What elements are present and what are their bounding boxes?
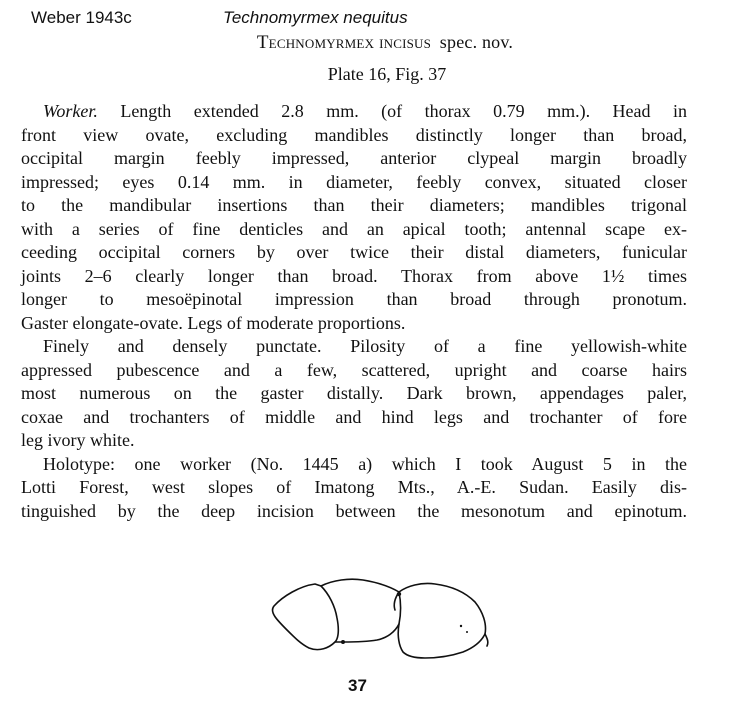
petiole-tip — [485, 634, 488, 646]
mesonotum-outline — [321, 579, 401, 642]
worker-line: front view ovate, excluding mandibles distinctly longer than broad, — [21, 124, 687, 145]
figure-number: 37 — [348, 676, 367, 695]
spiracle-dot — [460, 625, 462, 627]
sculpture-line: coxae and trochanters of middle and hind legs and trochanter of fore — [21, 406, 687, 427]
sculpture-paragraph — [21, 335, 687, 453]
epinotum-outline — [398, 583, 485, 658]
description-body — [21, 100, 687, 523]
holotype-line: tinguished by the deep incision between the mesonotum and epinotum. — [21, 500, 687, 521]
spiracle-dot — [397, 592, 401, 596]
worker-line: ceeding occipital corners by over twice their distal diameters, funicular — [21, 242, 687, 262]
worker-lead: Worker. — [43, 101, 98, 121]
species-name: Technomyrmex incisus — [256, 32, 432, 53]
sculpture-line: appressed pubescence and a few, scattered, upright and coarse hairs — [21, 359, 687, 380]
spiracle-dot — [341, 640, 345, 644]
worker-line: Length extended 2.8 mm. (of thorax 0.79 mm.). Head in — [97, 101, 687, 121]
worker-line: joints 2–6 clearly longer than broad. Thorax from above 1½ times — [21, 265, 687, 286]
annotation-current-name: Technomyrmex nequitus — [223, 8, 408, 27]
worker-line: longer to mesoëpinotal impression than broad through pronotum. — [21, 289, 687, 309]
plate-reference: Plate 16, Fig. 37 — [327, 64, 447, 84]
holotype-paragraph — [21, 453, 687, 524]
holotype-line: Lotti Forest, west slopes of Imatong Mts., A.-E. Sudan. Easily dis- — [21, 477, 687, 497]
sculpture-line: Finely and densely punctate. Pilosity of a fine yellowish-white — [43, 336, 687, 356]
sculpture-line: most numerous on the gaster distally. Dark brown, appendages paler, — [21, 383, 687, 403]
holotype-line: Holotype: one worker (No. 1445 a) which I took August 5 in the — [43, 453, 687, 474]
worker-line: Gaster elongate-ovate. Legs of moderate proportions. — [21, 312, 406, 333]
worker-line: with a series of fine denticles and an apical tooth; antennal scape ex- — [21, 218, 687, 239]
worker-line: to the mandibular insertions than their diameters; mandibles trigonal — [21, 195, 687, 215]
worker-line: occipital margin feebly impressed, anterior clypeal margin broadly — [21, 148, 687, 168]
thorax-outline-figure — [265, 572, 495, 672]
species-title — [0, 32, 730, 54]
species-status: spec. nov. — [439, 32, 514, 52]
worker-line: impressed; eyes 0.14 mm. in diameter, feebly convex, situated closer — [21, 171, 687, 192]
annotation-citation: Weber 1943c — [31, 8, 132, 27]
sculpture-line: leg ivory white. — [21, 430, 135, 450]
pronotum-outline — [272, 584, 338, 650]
worker-paragraph — [21, 100, 687, 335]
spiracle-dot — [466, 631, 468, 633]
